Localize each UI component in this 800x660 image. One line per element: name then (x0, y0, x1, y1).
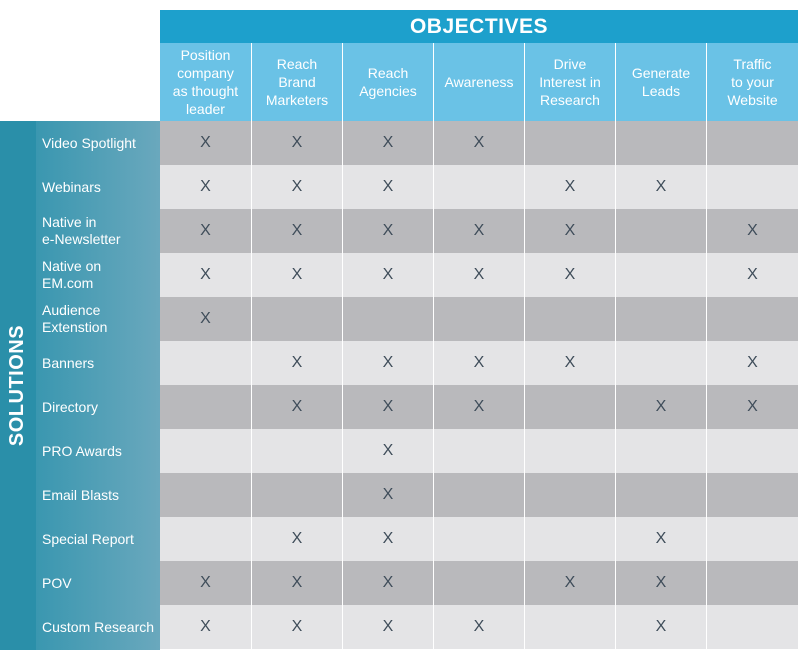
table-cell (524, 121, 615, 165)
table-cell (615, 605, 706, 649)
table-cell (524, 429, 615, 473)
check-mark: X (291, 354, 303, 371)
table-cell (433, 209, 524, 253)
check-mark: X (200, 134, 211, 151)
row-label-text: Video Spotlight (42, 134, 136, 151)
check-mark: X (473, 222, 485, 239)
table-cell (160, 429, 251, 473)
row-label-text: Directory (42, 398, 99, 415)
column-header (251, 43, 342, 121)
check-mark: X (655, 398, 667, 415)
check-mark: X (382, 398, 394, 415)
table-cell (342, 253, 433, 297)
row-label-text: Special Report (42, 530, 134, 547)
column-header-label: Position company as thought leader (172, 47, 239, 117)
table-row (160, 385, 798, 429)
table-cell (433, 165, 524, 209)
check-mark: X (291, 266, 303, 283)
row-label-text: PRO Awards (42, 442, 122, 459)
table-cell (342, 341, 433, 385)
table-cell (251, 473, 342, 517)
table-cell (706, 341, 798, 385)
check-mark: X (747, 398, 758, 415)
table-cell (433, 253, 524, 297)
check-mark: X (564, 266, 576, 283)
check-mark: X (564, 222, 576, 239)
row-label (42, 341, 160, 385)
check-mark: X (200, 574, 211, 591)
row-label (42, 517, 160, 561)
table-cell (615, 341, 706, 385)
table-cell (706, 561, 798, 605)
check-mark: X (473, 266, 485, 283)
row-label (42, 429, 160, 473)
table-row (160, 297, 798, 341)
check-mark: X (382, 354, 394, 371)
column-header-label: Generate Leads (631, 65, 691, 99)
row-label-text: Native on EM.com (42, 258, 102, 291)
check-mark: X (382, 222, 394, 239)
table-cell (615, 253, 706, 297)
row-label (42, 473, 160, 517)
table-cell (160, 165, 251, 209)
table-cell (342, 517, 433, 561)
table-cell (433, 561, 524, 605)
table-cell (342, 561, 433, 605)
check-mark: X (473, 354, 485, 371)
table-cell (615, 297, 706, 341)
table-cell (342, 165, 433, 209)
table-cell (615, 385, 706, 429)
table-cell (251, 209, 342, 253)
check-mark: X (291, 618, 303, 635)
table-cell (160, 121, 251, 165)
table-cell (251, 121, 342, 165)
check-mark: X (655, 618, 667, 635)
table-cell (706, 429, 798, 473)
check-mark: X (564, 354, 576, 371)
table-cell (615, 561, 706, 605)
table-cell (524, 561, 615, 605)
solutions-title: SOLUTIONS (6, 324, 29, 447)
table-cell (706, 385, 798, 429)
table-cell (433, 341, 524, 385)
table-cell (160, 253, 251, 297)
table-cell (160, 341, 251, 385)
table-cell (342, 429, 433, 473)
table-cell (706, 297, 798, 341)
table-cell (706, 121, 798, 165)
row-label (42, 121, 160, 165)
table-cell (160, 473, 251, 517)
check-mark: X (382, 618, 394, 635)
table-cell (706, 209, 798, 253)
table-cell (160, 561, 251, 605)
column-header-label: Traffic to your Website (727, 56, 778, 108)
table-cell (433, 429, 524, 473)
check-mark: X (382, 442, 394, 459)
column-header-label: Drive Interest in Research (539, 56, 601, 108)
check-mark: X (200, 618, 211, 635)
check-mark: X (473, 618, 485, 635)
table-cell (706, 165, 798, 209)
check-mark: X (382, 134, 394, 151)
row-label-text: Custom Research (42, 618, 155, 635)
check-mark: X (200, 310, 211, 327)
table-cell (706, 253, 798, 297)
table-cell (251, 561, 342, 605)
table-cell (251, 605, 342, 649)
check-mark: X (655, 574, 667, 591)
table-cell (342, 605, 433, 649)
column-header (433, 43, 524, 121)
check-mark: X (382, 530, 394, 547)
row-label-text: Email Blasts (42, 486, 120, 503)
column-header (524, 43, 615, 121)
table-cell (342, 385, 433, 429)
row-label (42, 385, 160, 429)
table-cell (706, 517, 798, 561)
table-cell (251, 341, 342, 385)
check-mark: X (291, 178, 303, 195)
table-cell (160, 385, 251, 429)
table-cell (524, 605, 615, 649)
check-mark: X (291, 222, 303, 239)
table-cell (160, 517, 251, 561)
column-header (706, 43, 798, 121)
row-label (42, 253, 160, 297)
table-cell (524, 209, 615, 253)
row-label-text: POV (42, 574, 72, 591)
table-cell (342, 297, 433, 341)
table-cell (160, 297, 251, 341)
table-cell (433, 517, 524, 561)
check-mark: X (200, 178, 211, 195)
row-labels (36, 121, 160, 650)
table-row (160, 561, 798, 605)
table-cell (615, 209, 706, 253)
row-label-text: Audience Extenstion (42, 302, 108, 335)
column-header-label: Awareness (444, 74, 514, 90)
table-row (160, 473, 798, 517)
table-cell (615, 429, 706, 473)
table-cell (251, 385, 342, 429)
table-cell (251, 165, 342, 209)
row-label (42, 209, 160, 253)
check-mark: X (564, 574, 576, 591)
objectives-banner (160, 10, 798, 43)
table-cell (160, 209, 251, 253)
check-mark: X (655, 530, 667, 547)
check-mark: X (382, 486, 394, 503)
table-cell (251, 253, 342, 297)
table-row (160, 605, 798, 649)
table-cell (342, 209, 433, 253)
table-cell (433, 297, 524, 341)
column-header (342, 43, 433, 121)
table-row (160, 121, 798, 165)
table-cell (433, 473, 524, 517)
table-cell (433, 385, 524, 429)
row-label-text: Native in e-Newsletter (42, 214, 121, 247)
table-row (160, 341, 798, 385)
row-label (42, 165, 160, 209)
table-cell (524, 253, 615, 297)
check-mark: X (382, 574, 394, 591)
column-header-label: Reach Agencies (359, 65, 417, 99)
check-mark: X (564, 178, 576, 195)
column-header (160, 43, 251, 121)
table-cell (524, 385, 615, 429)
table-cell (524, 297, 615, 341)
table-cell (706, 605, 798, 649)
table-cell (342, 121, 433, 165)
table-cell (524, 341, 615, 385)
table-row (160, 165, 798, 209)
table-cell (342, 473, 433, 517)
table-cell (615, 517, 706, 561)
table-row (160, 209, 798, 253)
check-mark: X (473, 398, 485, 415)
table-cell (524, 165, 615, 209)
check-mark: X (291, 134, 303, 151)
table-row (160, 517, 798, 561)
table-cell (615, 473, 706, 517)
check-mark: X (473, 134, 485, 151)
table-cell (615, 165, 706, 209)
check-mark: X (382, 266, 394, 283)
table-cell (433, 605, 524, 649)
check-mark: X (747, 266, 758, 283)
row-label (42, 605, 160, 649)
table-cell (524, 473, 615, 517)
table-cell (251, 297, 342, 341)
table-cell (251, 517, 342, 561)
check-mark: X (200, 266, 211, 283)
check-mark: X (291, 398, 303, 415)
row-label-text: Banners (42, 354, 95, 371)
solutions-bar (0, 121, 36, 650)
column-header-label: Reach Brand Marketers (265, 56, 329, 108)
check-mark: X (200, 222, 211, 239)
table-cell (524, 517, 615, 561)
check-mark: X (655, 178, 667, 195)
table-cell (160, 605, 251, 649)
row-label (42, 297, 160, 341)
row-label-text: Webinars (42, 178, 101, 195)
table-cell (433, 121, 524, 165)
table-row (160, 429, 798, 473)
table-cell (706, 473, 798, 517)
table-cell (615, 121, 706, 165)
column-header (615, 43, 706, 121)
check-mark: X (291, 574, 303, 591)
check-mark: X (747, 354, 758, 371)
row-label (42, 561, 160, 605)
check-mark: X (382, 178, 394, 195)
table-cell (251, 429, 342, 473)
objectives-title: OBJECTIVES (409, 14, 549, 38)
check-mark: X (747, 222, 758, 239)
table-row (160, 253, 798, 297)
check-mark: X (291, 530, 303, 547)
